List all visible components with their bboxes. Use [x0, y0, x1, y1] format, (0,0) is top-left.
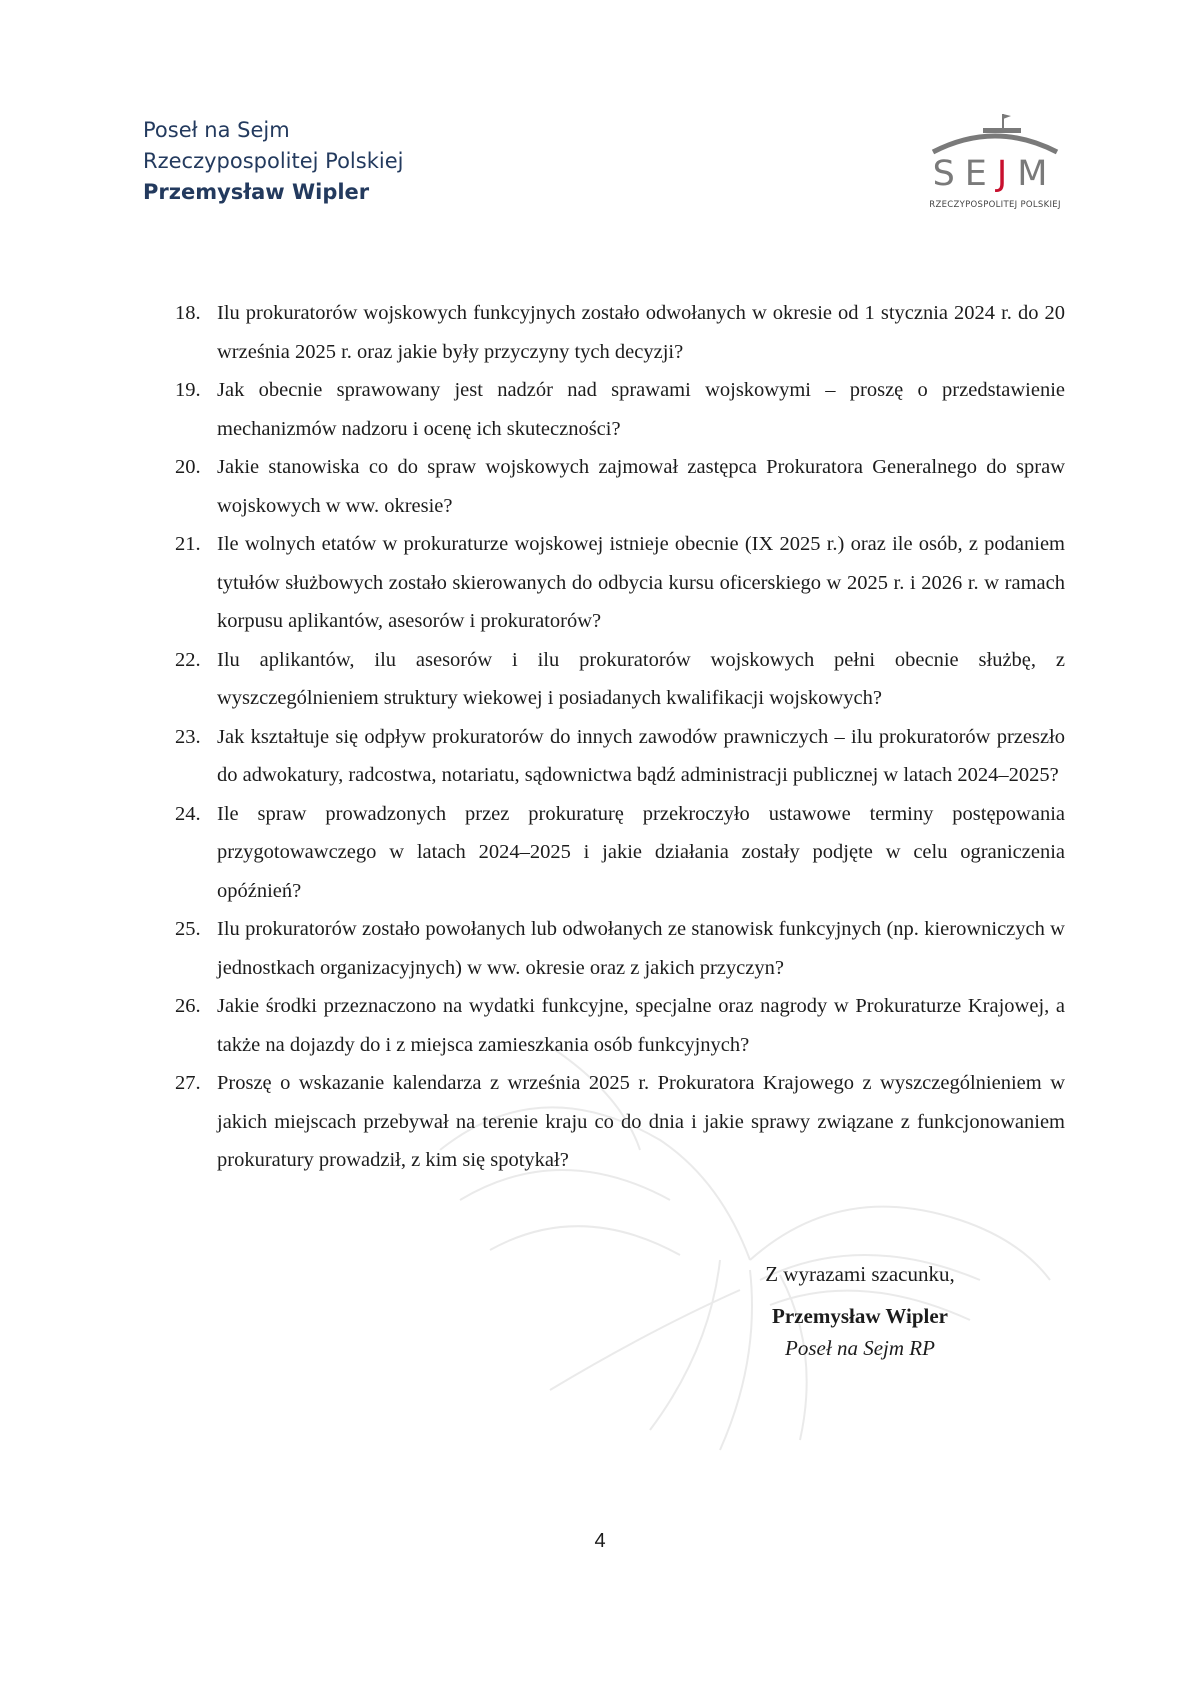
question-text: Proszę o wskazanie kalendarza z września 2025 r. Prokuratora Krajowego z wyszczególnieniem w jakich miejscach przebywał na terenie kraju co do dnia i jakie sprawy związane z funkcjonowaniem prokuratury prowadził, z kim się spotykał?	[217, 1072, 1065, 1171]
question-text: Ilu prokuratorów zostało powołanych lub odwołanych ze stanowisk funkcyjnych (np. kierowniczych w jednostkach organizacyjnych) w ww. okresie oraz z jakich przyczyn?	[217, 918, 1065, 979]
question-item	[175, 795, 1065, 911]
question-number: 23.	[175, 725, 201, 748]
questions-list	[175, 294, 1065, 1180]
question-text: Jakie stanowiska co do spraw wojskowych zajmował zastępca Prokuratora Generalnego do spraw wojskowych w ww. okresie?	[217, 456, 1065, 517]
sejm-logo	[925, 110, 1065, 215]
sejm-logo-subtitle: RZECZYPOSPOLITEJ POLSKIEJ	[929, 200, 1061, 210]
question-text: Jakie środki przeznaczono na wydatki funkcyjne, specjalne oraz nagrody w Prokuraturze Krajowej, a także na dojazdy do i z miejsca zamieszkania osób funkcyjnych?	[217, 995, 1065, 1056]
question-text: Ilu prokuratorów wojskowych funkcyjnych zostało odwołanych w okresie od 1 stycznia 2024 r. do 20 września 2025 r. oraz jakie były przyczyny tych decyzji?	[217, 302, 1065, 363]
sejm-letter-s: S	[932, 154, 965, 194]
question-item	[175, 1064, 1065, 1180]
sejm-letter-e: E	[964, 154, 997, 194]
letterhead-name: Przemysław Wipler	[143, 180, 370, 204]
sejm-letter-m: M	[1017, 154, 1058, 194]
question-item	[175, 525, 1065, 641]
question-item	[175, 448, 1065, 525]
question-item	[175, 371, 1065, 448]
question-item	[175, 718, 1065, 795]
letterhead-line-1: Poseł na Sejm	[143, 118, 290, 142]
question-text: Ilu aplikantów, ilu asesorów i ilu prokuratorów wojskowych pełni obecnie służbę, z wyszczególnieniem struktury wiekowej i posiadanych kwalifikacji wojskowych?	[217, 648, 1065, 709]
question-number: 21.	[175, 533, 201, 555]
question-item	[175, 910, 1065, 987]
letterhead	[143, 115, 403, 208]
sejm-dome-icon	[925, 110, 1065, 158]
question-text: Jak kształtuje się odpływ prokuratorów do innych zawodów prawniczych – ilu prokuratorów przeszło do adwokatury, radcostwa, notariatu, sądownictwa bądź administracji publicznej w latach 2024–2025?	[217, 725, 1065, 786]
question-number: 24.	[175, 802, 201, 825]
closing-regards: Z wyrazami szacunku,	[765, 1262, 955, 1286]
page-number: 4	[594, 1530, 606, 1552]
question-number: 20.	[175, 456, 201, 478]
question-text: Ile wolnych etatów w prokuraturze wojskowej istnieje obecnie (IX 2025 r.) oraz ile osób, z podaniem tytułów służbowych zostało skierowanych do odbycia kursu oficerskiego w 2025 r. i 2026 r. w ramach korpusu aplikantów, asesorów i prokuratorów?	[217, 533, 1065, 632]
question-text: Jak obecnie sprawowany jest nadzór nad sprawami wojskowymi – proszę o przedstawienie mechanizmów nadzoru i ocenę ich skuteczności?	[217, 379, 1065, 440]
letterhead-line-2: Rzeczypospolitej Polskiej	[143, 149, 404, 173]
signatory-role: Poseł na Sejm RP	[785, 1336, 935, 1360]
question-number: 18.	[175, 302, 201, 324]
question-number: 19.	[175, 379, 201, 401]
sejm-letter-j: J	[996, 154, 1018, 194]
signatory-name: Przemysław Wipler	[772, 1304, 948, 1328]
question-number: 22.	[175, 648, 201, 671]
question-item	[175, 641, 1065, 718]
question-number: 25.	[175, 918, 201, 940]
question-number: 27.	[175, 1072, 201, 1094]
question-item	[175, 294, 1065, 371]
question-item	[175, 987, 1065, 1064]
question-text: Ile spraw prowadzonych przez prokuraturę przekroczyło ustawowe terminy postępowania przygotowawczego w latach 2024–2025 i jakie działania zostały podjęte w celu ograniczenia opóźnień?	[217, 802, 1065, 902]
question-number: 26.	[175, 995, 201, 1017]
sejm-wordmark	[925, 154, 1065, 194]
